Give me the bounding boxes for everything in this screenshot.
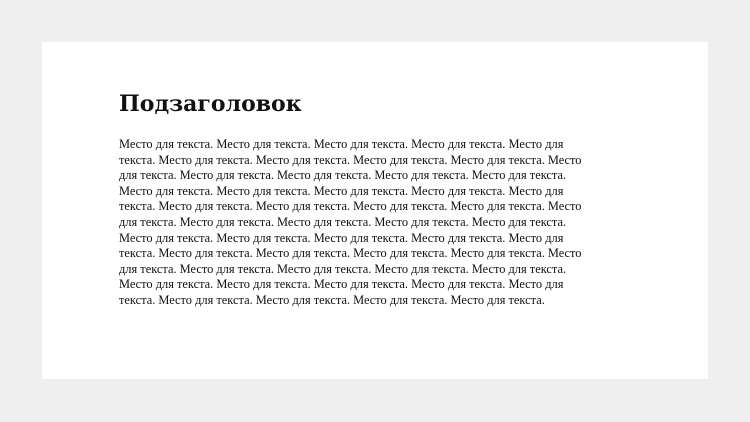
slide-subtitle: Подзаголовок [119,91,302,117]
slide [42,42,708,379]
slide-body-text: Место для текста. Место для текста. Место для текста. Место для текста. Место для текста. Место для текста. Место для текста. Место для текста. Место для текста. Место для текста. Место для текста. Место для текста. Место для текста. Место для текста. Место для текста. Место для текста. Место для текста. Место для текста. Место для текста. Место для текста. Место для текста. Место для текста. Место для текста. Место для текста. Место для текста. Место для текста. Место для текста. Место для текста. Место для текста. Место для текста. Место для текста. Место для текста. Место для текста. Место для текста. Место для текста. Место для текста. Место для текста. Место для текста. Место для текста. Место для текста. Место для текста. Место для текста. Место для текста. Место для текста. Место для текста. Место для текста. Место для текста. Место для текста. Место для текста. Место для текста. Место для текста. [119,137,582,307]
